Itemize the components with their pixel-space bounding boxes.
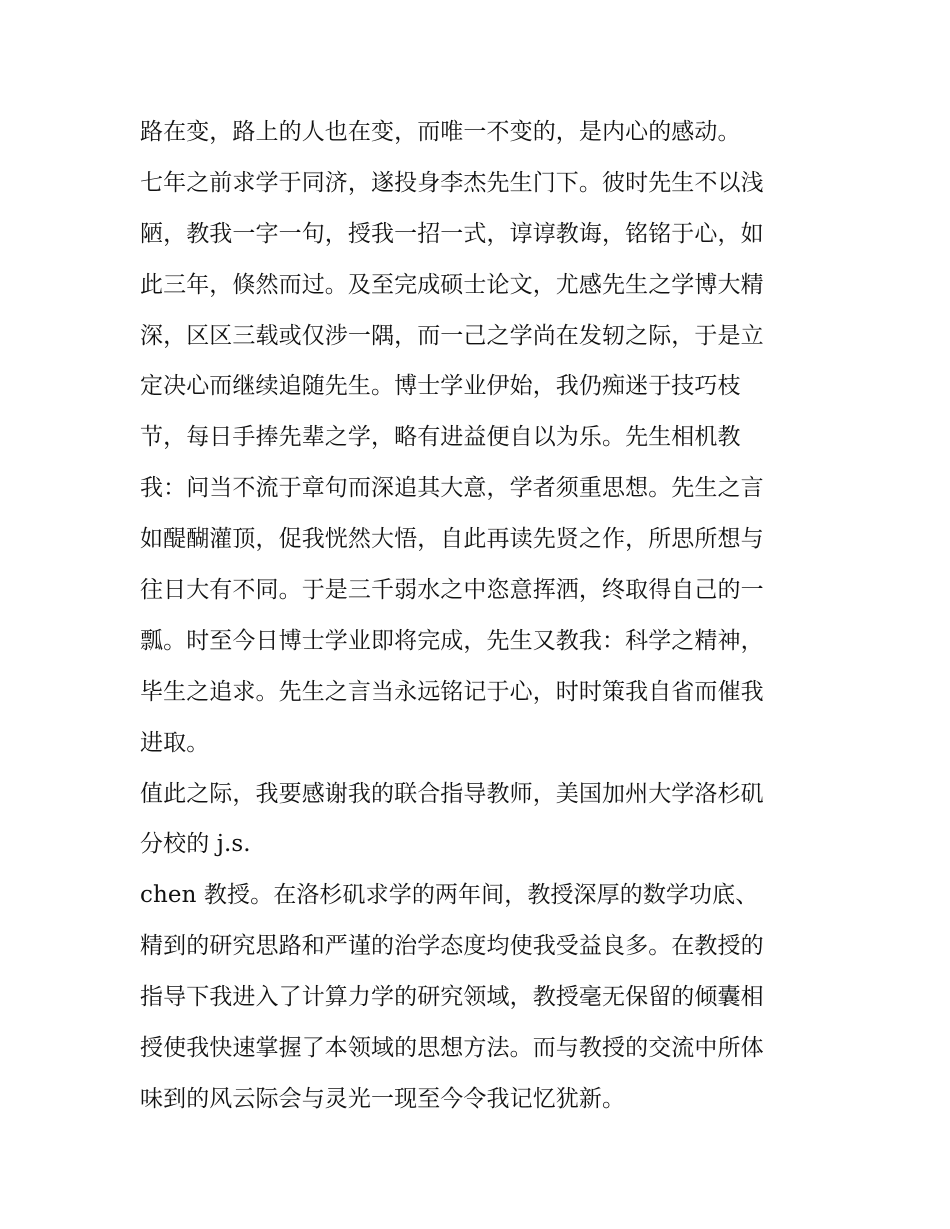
text-line: chen 教授。在洛杉矶求学的两年间，教授深厚的数学功底、 [140, 882, 759, 909]
text-line: 陋，教我一字一句，授我一招一式，谆谆教诲，铭铭于心，如 [140, 220, 764, 247]
text-line: 授使我快速掌握了本领域的思想方法。而与教授的交流中所体 [140, 1035, 764, 1062]
text-line: 精到的研究思路和严谨的治学态度均使我受益良多。在教授的 [140, 933, 764, 960]
text-line: 毕生之追求。先生之言当永远铭记于心，时时策我自省而催我 [140, 678, 764, 705]
text-line: 值此之际，我要感谢我的联合指导教师，美国加州大学洛杉矶 [140, 780, 764, 807]
text-line: 往日大有不同。于是三千弱水之中恣意挥洒，终取得自己的一 [140, 577, 764, 604]
acknowledgement-text [140, 107, 820, 1125]
text-line: 瓢。时至今日博士学业即将完成，先生又教我：科学之精神， [140, 627, 764, 654]
text-line: 指导下我进入了计算力学的研究领域，教授毫无保留的倾囊相 [140, 984, 764, 1011]
text-line: 节，每日手捧先辈之学，略有进益便自以为乐。先生相机教 [140, 424, 741, 451]
text-line: 分校的 j.s. [140, 831, 251, 858]
text-line: 如醍醐灌顶，促我恍然大悟，自此再读先贤之作，所思所想与 [140, 526, 764, 553]
text-line: 此三年，倏然而过。及至完成硕士论文，尤感先生之学博大精 [140, 271, 764, 298]
text-line: 我：问当不流于章句而深追其大意，学者须重思想。先生之言 [140, 475, 764, 502]
text-line: 路在变，路上的人也在变，而唯一不变的，是内心的感动。 [140, 119, 741, 145]
text-line: 定决心而继续追随先生。博士学业伊始，我仍痴迷于技巧枝 [140, 373, 741, 400]
text-line: 味到的风云际会与灵光一现至今令我记忆犹新。 [140, 1085, 626, 1112]
text-line: 进取。 [140, 729, 210, 756]
text-line: 深，区区三载或仅涉一隅，而一己之学尚在发轫之际，于是立 [140, 322, 764, 349]
text-line: 七年之前求学于同济，遂投身李杰先生门下。彼时先生不以浅 [140, 169, 764, 196]
